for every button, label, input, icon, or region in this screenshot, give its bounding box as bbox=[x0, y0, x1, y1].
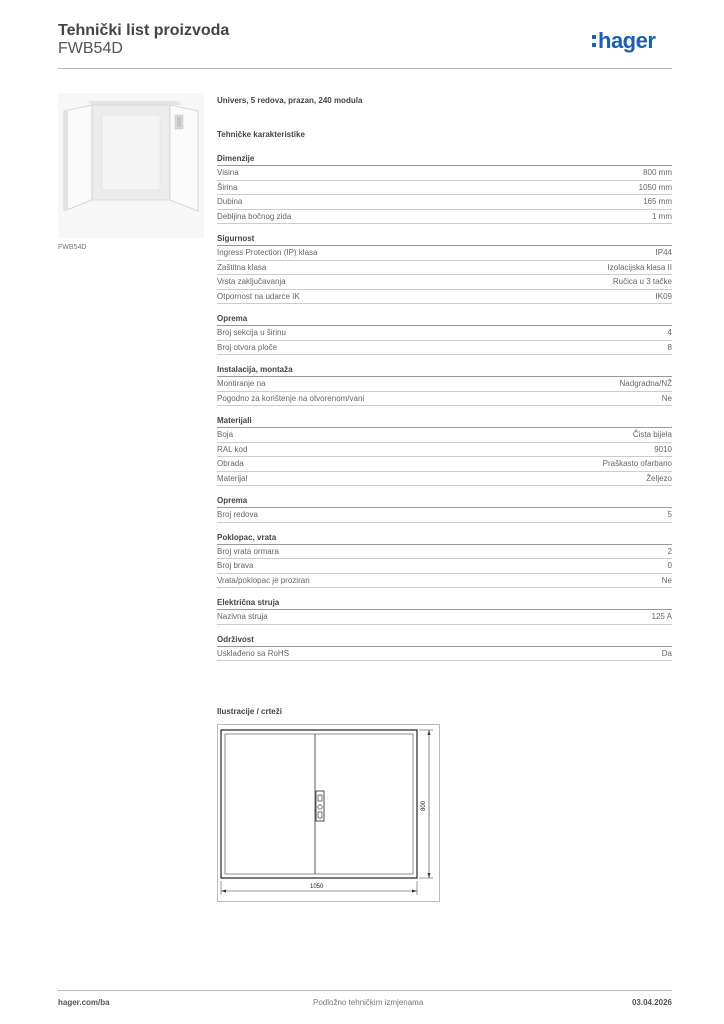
spec-group bbox=[217, 234, 672, 304]
spec-label: Vrsta zaključavanja bbox=[217, 277, 286, 286]
spec-value: 5 bbox=[667, 510, 672, 519]
spec-label: Zaštitna klasa bbox=[217, 262, 267, 272]
spec-label: Obrada bbox=[217, 459, 244, 468]
spec-label: Debljina bočnog zida bbox=[217, 211, 292, 221]
spec-value: Praškasto ofarbano bbox=[602, 459, 672, 468]
footer-date: 03.04.2026 bbox=[631, 998, 672, 1007]
spec-row bbox=[217, 210, 672, 225]
product-code: FWB54D bbox=[58, 40, 123, 57]
spec-row bbox=[217, 443, 672, 458]
spec-row bbox=[217, 326, 672, 341]
footer-website: hager.com/ba bbox=[58, 998, 110, 1007]
spec-value: 9010 bbox=[654, 444, 672, 454]
spec-label: Broj otvora ploče bbox=[217, 342, 278, 352]
spec-row bbox=[217, 457, 672, 472]
spec-group-title: Održivost bbox=[217, 635, 672, 647]
spec-row bbox=[217, 341, 672, 356]
product-description: Univers, 5 redova, prazan, 240 modula bbox=[217, 96, 363, 105]
spec-group bbox=[217, 635, 672, 662]
spec-label: Broj redova bbox=[217, 510, 258, 519]
spec-row bbox=[217, 166, 672, 181]
spec-group bbox=[217, 496, 672, 523]
spec-group bbox=[217, 314, 672, 355]
spec-label: Broj vrata ormara bbox=[217, 546, 279, 556]
spec-label: Broj sekcija u širinu bbox=[217, 328, 286, 337]
spec-group-title: Instalacija, montaža bbox=[217, 365, 672, 377]
spec-row bbox=[217, 610, 672, 625]
header-divider bbox=[58, 68, 672, 69]
spec-group-title: Materijali bbox=[217, 416, 672, 428]
spec-value: Da bbox=[661, 648, 672, 658]
spec-value: 1050 mm bbox=[638, 182, 672, 192]
spec-groups bbox=[217, 154, 672, 661]
spec-row bbox=[217, 559, 672, 574]
spec-label: Dubina bbox=[217, 197, 243, 206]
photo-caption: FWB54D bbox=[58, 244, 87, 251]
spec-label: Vrata/poklopac je proziran bbox=[217, 575, 310, 585]
spec-value: 2 bbox=[667, 546, 672, 556]
spec-row bbox=[217, 647, 672, 662]
spec-group bbox=[217, 598, 672, 625]
spec-value: IK09 bbox=[655, 291, 672, 301]
spec-label: Pogodno za korištenje na otvorenom/vani bbox=[217, 393, 365, 403]
spec-group-title: Sigurnost bbox=[217, 234, 672, 246]
spec-group-title: Oprema bbox=[217, 314, 672, 326]
footer-note: Podložno tehničkim izmjenama bbox=[313, 998, 424, 1007]
spec-value: Ručica u 3 tačke bbox=[612, 277, 672, 286]
spec-value: 0 bbox=[667, 561, 672, 570]
spec-label: Nazivna struja bbox=[217, 612, 268, 621]
spec-value: Ne bbox=[661, 393, 672, 403]
spec-group bbox=[217, 416, 672, 486]
spec-value: Izolacijska klasa II bbox=[607, 262, 672, 272]
spec-value: 8 bbox=[667, 342, 672, 352]
dim-height-label: 800 bbox=[421, 800, 427, 811]
spec-row bbox=[217, 428, 672, 443]
spec-label: Materijal bbox=[217, 473, 248, 483]
spec-value: IP44 bbox=[655, 248, 672, 257]
spec-group-title: Poklopac, vrata bbox=[217, 533, 672, 545]
spec-row bbox=[217, 261, 672, 276]
spec-value: 4 bbox=[667, 328, 672, 337]
footer-divider bbox=[58, 990, 672, 991]
spec-label: Ingress Protection (IP) klasa bbox=[217, 248, 318, 257]
spec-group-title: Električna struja bbox=[217, 598, 672, 610]
document-title: Tehnički list proizvoda bbox=[58, 22, 230, 39]
spec-row bbox=[217, 195, 672, 210]
technical-drawing bbox=[217, 724, 440, 902]
spec-group bbox=[217, 533, 672, 589]
dim-width-label: 1050 bbox=[310, 884, 324, 890]
spec-value: Nadgradna/NŽ bbox=[619, 379, 672, 388]
spec-value: 1 mm bbox=[652, 211, 672, 221]
spec-row bbox=[217, 508, 672, 523]
spec-row bbox=[217, 377, 672, 392]
spec-label: Visina bbox=[217, 168, 239, 177]
spec-value: 125 A bbox=[651, 612, 672, 621]
spec-label: RAL kod bbox=[217, 444, 248, 454]
spec-label: Širina bbox=[217, 182, 238, 192]
hager-logo bbox=[592, 26, 676, 56]
spec-group bbox=[217, 365, 672, 406]
technical-content bbox=[217, 96, 672, 661]
spec-value: 800 mm bbox=[643, 168, 672, 177]
spec-label: Montiranje na bbox=[217, 379, 266, 388]
spec-row bbox=[217, 392, 672, 407]
spec-row bbox=[217, 472, 672, 487]
spec-row bbox=[217, 574, 672, 589]
spec-group-title: Oprema bbox=[217, 496, 672, 508]
spec-label: Otpornost na udarce IK bbox=[217, 291, 300, 301]
spec-value: 165 mm bbox=[643, 197, 672, 206]
spec-group bbox=[217, 154, 672, 224]
spec-group-title: Dimenzije bbox=[217, 154, 672, 166]
spec-value: Ne bbox=[661, 575, 672, 585]
section-title: Tehničke karakteristike bbox=[217, 130, 305, 139]
spec-label: Usklađeno sa RoHS bbox=[217, 648, 290, 658]
spec-label: Broj brava bbox=[217, 561, 254, 570]
svg-text:hager: hager bbox=[598, 28, 656, 53]
product-photo bbox=[58, 93, 204, 238]
spec-value: Željezo bbox=[646, 473, 672, 483]
spec-row bbox=[217, 545, 672, 560]
illustration-title: Ilustracije / crteži bbox=[217, 707, 282, 716]
spec-row bbox=[217, 181, 672, 196]
spec-row bbox=[217, 290, 672, 305]
spec-value: Čista bijela bbox=[632, 430, 672, 439]
spec-row bbox=[217, 246, 672, 261]
spec-row bbox=[217, 275, 672, 290]
spec-label: Boja bbox=[217, 430, 234, 439]
